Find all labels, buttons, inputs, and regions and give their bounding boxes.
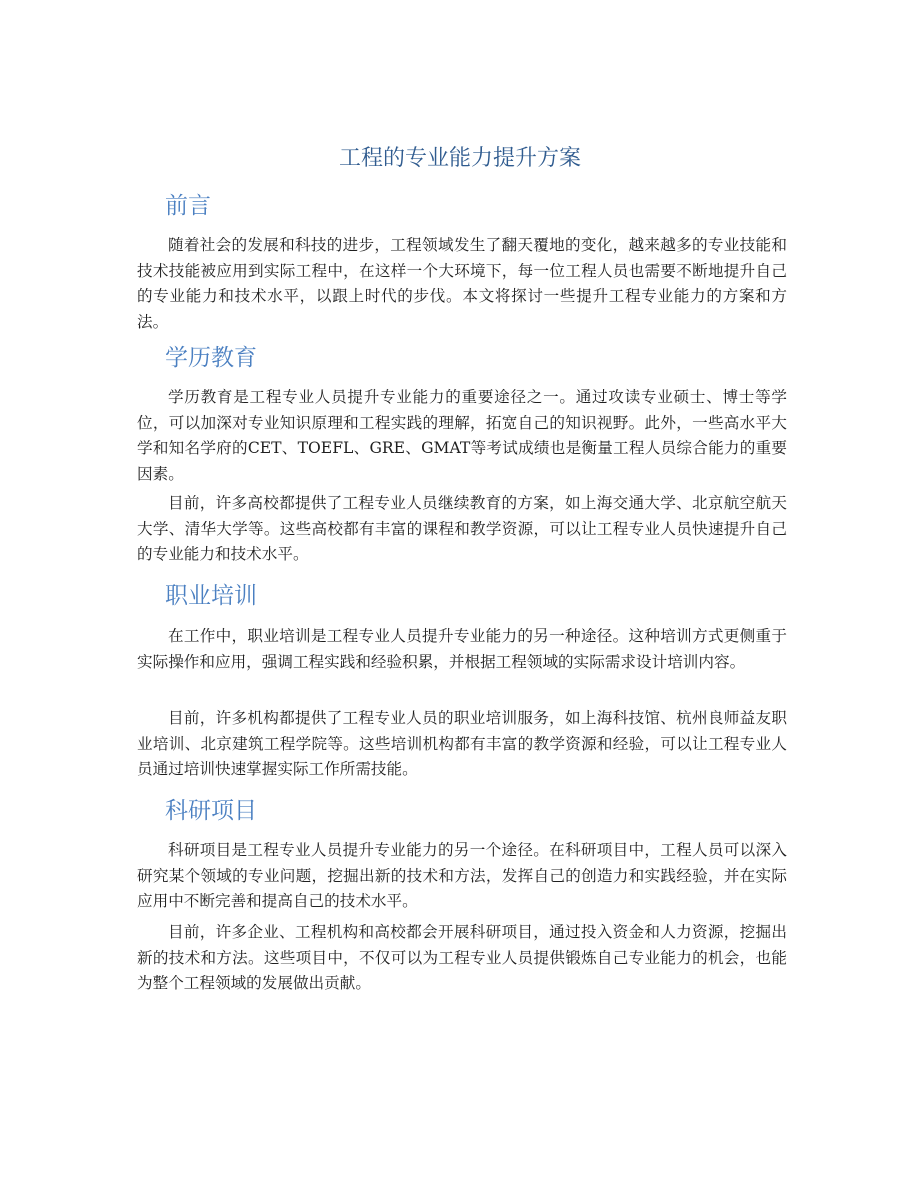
section-heading-training: 职业培训	[165, 583, 257, 609]
paragraph-research-1: 科研项目是工程专业人员提升专业能力的另一个途径。在科研项目中，工程人员可以深入研究某个领域的专业问题，挖掘出新的技术和方法，发挥自己的创造力和实践经验，并在实际应用中不断完善和提高自己的技术水平。	[137, 841, 787, 910]
paragraph-education-1: 学历教育是工程专业人员提升专业能力的重要途径之一。通过攻读专业硕士、博士等学位，可以加深对专业知识原理和工程实践的理解，拓宽自己的知识视野。此外，一些高水平大学和知名学府的CET、TOEFL、GRE、GMAT等考试成绩也是衡量工程人员综合能力的重要因素。	[137, 388, 787, 483]
section-heading-education: 学历教育	[165, 345, 257, 371]
paragraph-training-1: 在工作中，职业培训是工程专业人员提升专业能力的另一种途径。这种培训方式更侧重于实际操作和应用，强调工程实践和经验积累，并根据工程领域的实际需求设计培训内容。	[137, 627, 787, 671]
paragraph-training-2: 目前，许多机构都提供了工程专业人员的职业培训服务，如上海科技馆、杭州良师益友职业培训、北京建筑工程学院等。这些培训机构都有丰富的教学资源和经验，可以让工程专业人员通过培训快速掌握实际工作所需技能。	[137, 709, 787, 778]
paragraph-preface-1: 随着社会的发展和科技的进步，工程领域发生了翻天覆地的变化，越来越多的专业技能和技术技能被应用到实际工程中，在这样一个大环境下，每一位工程人员也需要不断地提升自己的专业能力和技术水平，以跟上时代的步伐。本文将探讨一些提升工程专业能力的方案和方法。	[137, 236, 787, 331]
document-title: 工程的专业能力提升方案	[338, 146, 581, 171]
section-heading-research: 科研项目	[165, 798, 257, 824]
paragraph-education-2: 目前，许多高校都提供了工程专业人员继续教育的方案，如上海交通大学、北京航空航天大学、清华大学等。这些高校都有丰富的课程和教学资源，可以让工程专业人员快速提升自己的专业能力和技术水平。	[137, 494, 787, 563]
paragraph-research-2: 目前，许多企业、工程机构和高校都会开展科研项目，通过投入资金和人力资源，挖掘出新的技术和方法。这些项目中，不仅可以为工程专业人员提供锻炼自己专业能力的机会，也能为整个工程领域的发展做出贡献。	[137, 923, 787, 992]
section-heading-preface: 前言	[165, 193, 211, 219]
